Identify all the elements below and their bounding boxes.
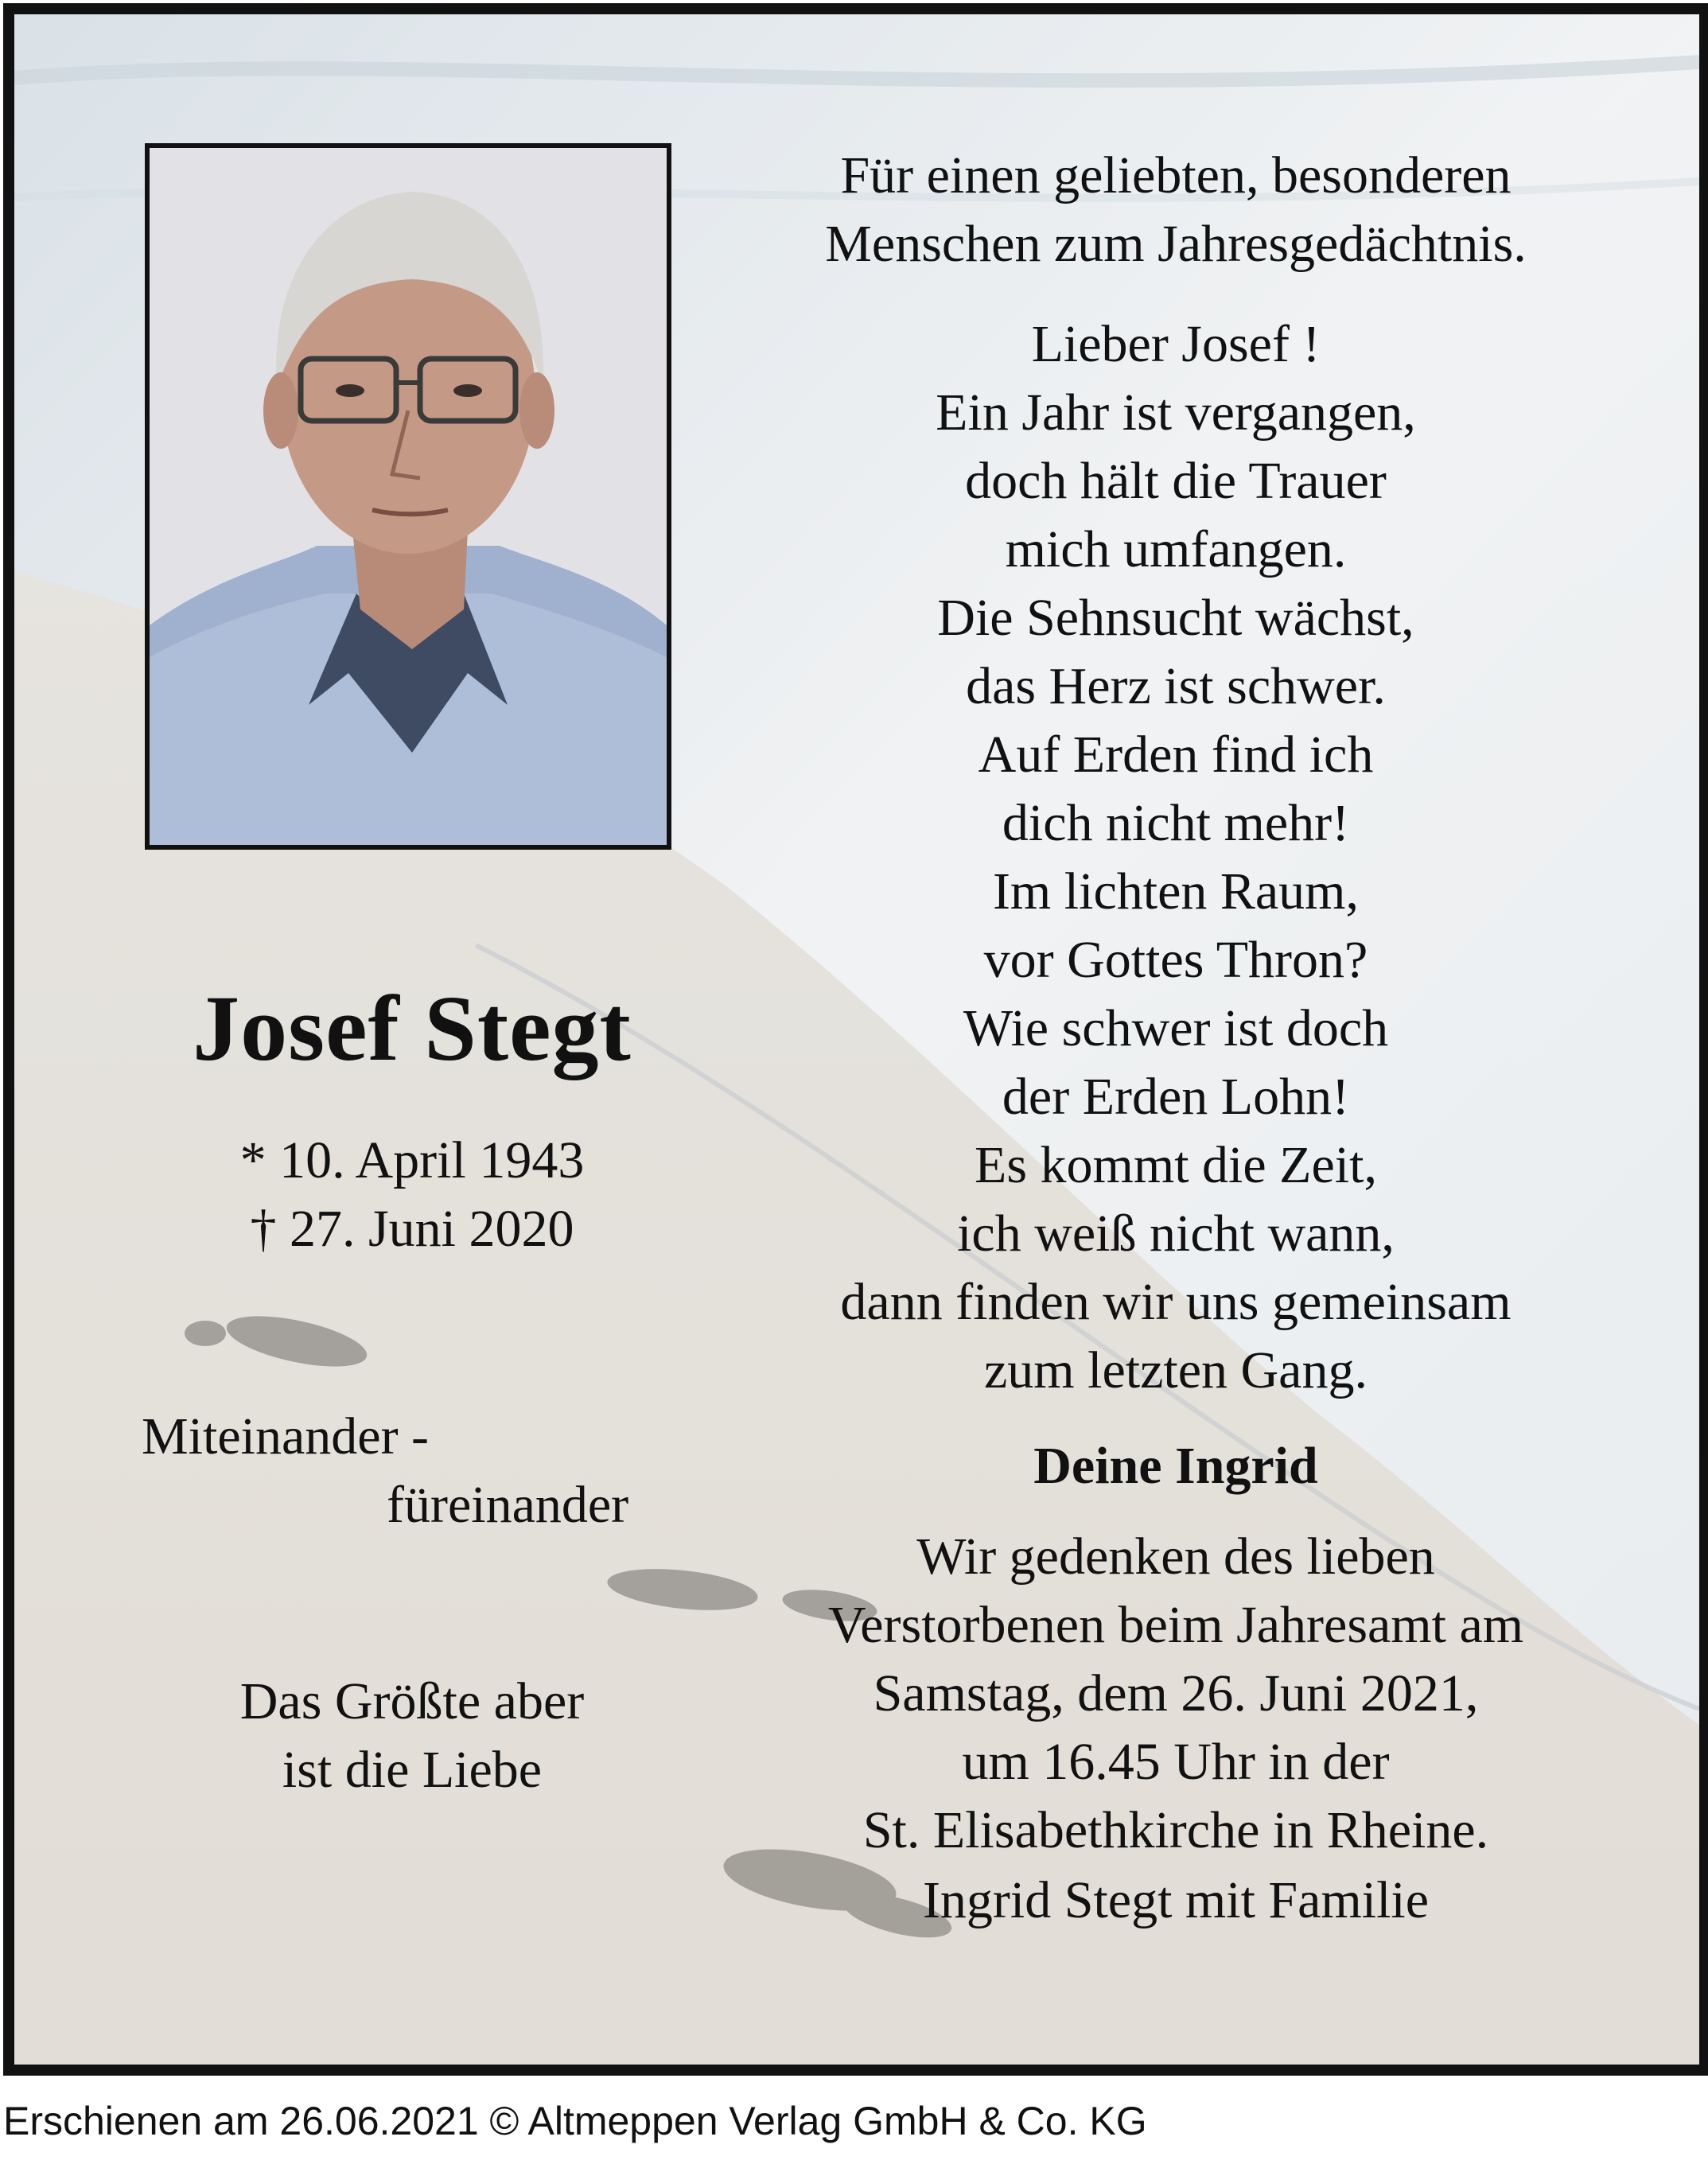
service-line: St. Elisabethkirche in Rheine. <box>862 1801 1489 1859</box>
intro-text <box>754 142 1597 278</box>
signature: Deine Ingrid <box>1033 1437 1318 1495</box>
poem-line: ich weiß nicht wann, <box>957 1205 1395 1263</box>
poem-line: Auf Erden find ich <box>978 726 1374 784</box>
poem-line: Die Sehnsucht wächst, <box>937 589 1414 647</box>
poem-line: doch hält die Trauer <box>965 452 1387 510</box>
service-line: Wir gedenken des lieben <box>916 1528 1435 1586</box>
poem-line: Ein Jahr ist vergangen, <box>936 383 1416 442</box>
publication-footer: Erschienen am 26.06.2021 © Altmeppen Verlag GmbH & Co. KG <box>3 2099 1147 2143</box>
love-line-2: ist die Liebe <box>282 1741 543 1799</box>
family-signature: Ingrid Stegt mit Familie <box>922 1871 1430 1929</box>
death-date: † 27. Juni 2020 <box>250 1200 574 1258</box>
left-column <box>14 14 810 2065</box>
intro-line: Menschen zum Jahresgedächtnis. <box>825 215 1527 273</box>
intro-line: Für einen geliebten, besonderen <box>840 146 1512 204</box>
motto <box>142 1403 698 1539</box>
portrait-photo <box>145 143 671 850</box>
love-quote <box>14 1668 810 1804</box>
service-line: um 16.45 Uhr in der <box>962 1733 1390 1791</box>
memorial-service-info <box>754 1523 1597 1865</box>
birth-date: * 10. April 1943 <box>239 1131 585 1189</box>
poem-line: mich umfangen. <box>1005 520 1347 578</box>
love-line-1: Das Größte aber <box>239 1672 585 1730</box>
portrait-image <box>150 148 667 845</box>
poem-line: das Herz ist schwer. <box>966 657 1386 715</box>
life-dates <box>14 1127 810 1263</box>
poem-line: Lieber Josef ! <box>1031 315 1321 373</box>
poem-line: Es kommt die Zeit, <box>975 1136 1377 1194</box>
motto-line-2: füreinander <box>387 1476 629 1534</box>
service-line: Samstag, dem 26. Juni 2021, <box>873 1664 1479 1722</box>
poem-line: zum letzten Gang. <box>984 1341 1368 1399</box>
poem-line: der Erden Lohn! <box>1002 1068 1350 1126</box>
poem-line: Wie schwer ist doch <box>963 999 1389 1057</box>
service-line: Verstorbenen beim Jahresamt am <box>827 1596 1524 1654</box>
obituary-notice <box>3 3 1708 2076</box>
deceased-name: Josef Stegt <box>193 976 632 1080</box>
motto-line-1: Miteinander - <box>142 1407 430 1465</box>
poem-line: Im lichten Raum, <box>992 862 1360 920</box>
poem-line: vor Gottes Thron? <box>983 931 1368 989</box>
right-column <box>754 14 1597 2065</box>
poem-line: dich nicht mehr! <box>1002 794 1350 852</box>
poem <box>754 310 1597 1405</box>
poem-line: dann finden wir uns gemeinsam <box>840 1273 1512 1331</box>
